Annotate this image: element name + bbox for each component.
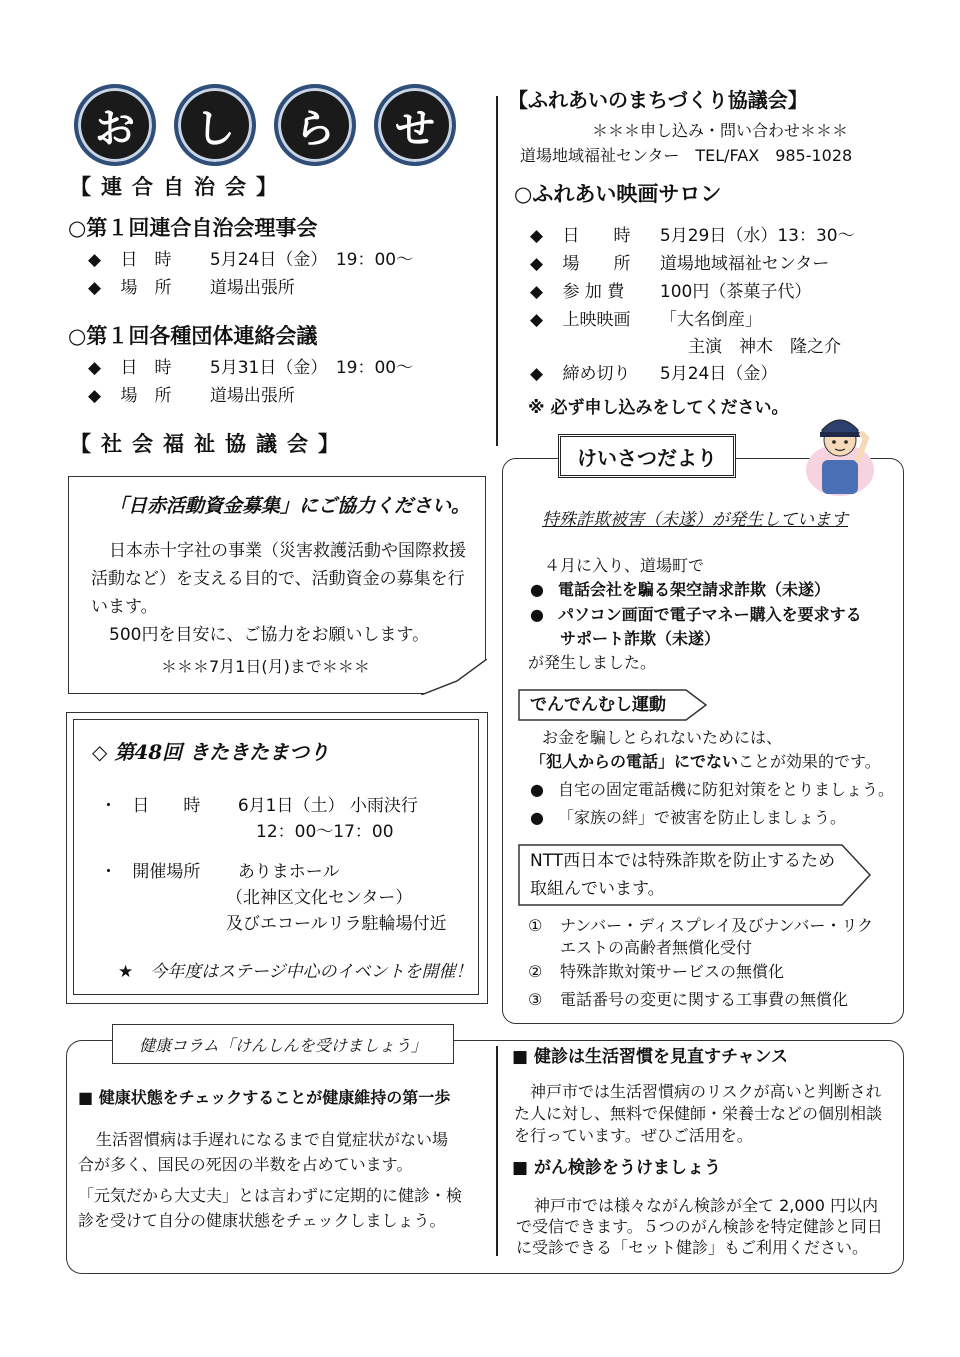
row-label: 締め切り [562, 364, 631, 384]
matsuri-box-inner [73, 719, 479, 995]
ntt-item-num: ① [528, 916, 543, 935]
ntt-tag-line1: NTT西日本では特殊詐欺を防止するため [530, 851, 836, 871]
keisatsu-bullet-cont: サポート詐欺（未遂） [560, 629, 721, 648]
fureai-row [530, 282, 811, 302]
tip-text: 自宅の固定電話機に防犯対策をとりましょう。 [557, 780, 894, 799]
ntt-item-num: ③ [528, 990, 543, 1009]
fureai-header: 【ふれあいのまちづくり協議会】 [508, 88, 808, 112]
keisatsu-bullet [530, 605, 862, 624]
row-value: 道場出張所 [209, 386, 295, 406]
bullet-dot-icon: ● [530, 780, 544, 799]
kenko-right-line: た人に対し、無料で保健師・栄養士などの個別相談 [514, 1104, 883, 1123]
bullet-text: パソコン画面で電子マネー購入を要求する [557, 605, 862, 624]
row-label: 開催場所 [132, 862, 201, 882]
nisseki-deadline: ＊＊＊7月1日(月)まで＊＊＊ [161, 657, 370, 676]
row-value: 道場出張所 [209, 278, 295, 298]
title-char: お [95, 105, 135, 152]
nisseki-line: 日本赤十字社の事業（災害救護活動や国際救援 [109, 541, 466, 561]
row-label: 日 時 [120, 250, 172, 270]
ntt-item-num: ② [528, 962, 543, 981]
ntt-item-text: 特殊詐欺対策サービスの無償化 [560, 962, 785, 981]
matsuri-place-sub: （北神区文化センター） [226, 888, 413, 908]
kenko-left-line: 「元気だから大丈夫」とは言わずに定期的に健診・検 [78, 1186, 463, 1205]
fureai-note: ※ 必ず申し込みをしてください。 [528, 398, 789, 418]
matsuri-title: ◇ 第48回 きたきたまつり [92, 740, 330, 764]
kenko-divider [496, 1046, 498, 1256]
bullet-dot-icon: ● [530, 580, 544, 599]
fureai-cast: 主演 神木 隆之介 [688, 337, 841, 357]
bullet-icon: ◆ [88, 386, 102, 406]
row-value: 「大名倒産」 [659, 310, 762, 330]
row-value: 道場地域福祉センター [659, 254, 830, 274]
keisatsu-line2-rest: ことが効果的です。 [738, 752, 881, 771]
keisatsu-bullet [530, 580, 830, 599]
title-char: ら [295, 105, 335, 152]
ntt-item [528, 962, 784, 981]
meeting2-row [88, 386, 295, 406]
kenko-left-line: 生活習慣病は手遅れになるまで自覚症状がない場 [96, 1130, 449, 1149]
nisseki-line: 活動など）を支える目的で、活動資金の募集を行 [91, 569, 465, 589]
keisatsu-tag: けいさつだより [558, 434, 736, 478]
keisatsu-tip [530, 780, 894, 799]
bullet-icon: ◆ [88, 358, 102, 378]
title-char: し [195, 105, 235, 152]
meeting1-row [88, 250, 413, 270]
kenko-right-line: 神戸市では生活習慣病のリスクが高いと判断され [530, 1082, 882, 1101]
kenko-left-line: 合が多く、国民の死因の半数を占めています。 [78, 1155, 413, 1174]
fureai-contact: 道場地域福祉センター TEL/FAX 985-1028 [520, 146, 853, 165]
meeting2-row [88, 358, 413, 378]
row-value: 5月24日（金） 19：00～ [209, 250, 414, 270]
bullet-dot-icon: ● [530, 605, 544, 624]
police-officer-icon [804, 404, 876, 496]
dendenmushi-tag: でんでんむし運動 [530, 695, 666, 715]
bullet-icon: ◆ [530, 226, 544, 246]
ntt-item-text: 電話番号の変更に関する工事費の無償化 [560, 990, 849, 1009]
title-circle-1 [74, 84, 156, 166]
row-label: 場 所 [562, 254, 631, 274]
row-label: 日 時 [120, 358, 172, 378]
row-label: 場 所 [120, 386, 172, 406]
fureai-row [530, 310, 762, 330]
bullet-text: 電話会社を騙る架空請求詐欺（未遂） [557, 580, 830, 599]
title-circle-4 [374, 84, 456, 166]
kenko-tag: 健康コラム「けんしんを受けましょう」 [112, 1024, 454, 1064]
meeting1-row [88, 278, 295, 298]
ntt-item [528, 990, 848, 1009]
ntt-item [528, 938, 752, 957]
fureai-contact-title: ＊＊＊申し込み・問い合わせ＊＊＊ [592, 121, 849, 140]
bullet-icon: ・ [100, 862, 117, 882]
matsuri-note: ★ 今年度はステージ中心のイベントを開催！ [118, 962, 473, 982]
title-circle-2 [174, 84, 256, 166]
row-value: 100円（茶菓子代） [659, 282, 812, 302]
ntt-tag-line2: 取組んでいます。 [530, 879, 665, 899]
bullet-icon: ◆ [88, 278, 102, 298]
matsuri-place-row [100, 862, 339, 882]
bullet-dot-icon: ● [530, 808, 544, 827]
row-label: 日 時 [132, 796, 201, 816]
nisseki-line: います。 [91, 597, 158, 617]
keisatsu-subtitle: 特殊詐欺被害（未遂）が発生しています [542, 510, 848, 530]
title-char: せ [395, 105, 435, 152]
row-value: 5月31日（金） 19：00～ [209, 358, 414, 378]
kenko-right-heading2: ■ がん検診をうけましょう [512, 1158, 721, 1178]
keisatsu-tip [530, 808, 846, 827]
tip-text: 「家族の絆」で被害を防止しましょう。 [557, 808, 846, 827]
keisatsu-occurred: が発生しました。 [528, 653, 657, 672]
nisseki-title: 「日赤活動資金募集」にご協力ください。 [109, 495, 471, 517]
kenko-left-heading: ■ 健康状態をチェックすることが健康維持の第一歩 [78, 1088, 451, 1107]
kenko-right-heading1: ■ 健診は生活習慣を見直すチャンス [512, 1047, 788, 1067]
row-label: 日 時 [562, 226, 631, 246]
kenko-left-line: 診を受けて自分の健康状態をチェックしましょう。 [78, 1211, 446, 1230]
row-value: 5月29日（水）13：30～ [659, 226, 855, 246]
kenko-right-line: を行っています。ぜひご活用を。 [514, 1126, 753, 1145]
ntt-item-text: エストの高齢者無償化受付 [560, 938, 753, 957]
row-label: 場 所 [120, 278, 172, 298]
kenko-right-line: で受信できます。５つのがん検診を特定健診と同日 [516, 1217, 883, 1236]
fureai-event-title: ○ふれあい映画サロン [514, 182, 722, 206]
bullet-icon: ・ [100, 796, 117, 816]
bullet-icon: ◆ [530, 254, 544, 274]
matsuri-date-row [100, 796, 418, 816]
row-value: 6月1日（土） 小雨決行 [237, 796, 418, 816]
title-circle-3 [274, 84, 356, 166]
row-label: 上映映画 [562, 310, 631, 330]
row-value: 5月24日（金） [659, 364, 778, 384]
row-value: ありまホール [237, 862, 340, 882]
row-label: 参 加 費 [562, 282, 625, 302]
ntt-item [528, 916, 873, 935]
keisatsu-line1: お金を騙しとられないためには、 [542, 728, 783, 747]
keisatsu-line2-bold: 「犯人からの電話」にでない [530, 752, 739, 771]
bullet-icon: ◆ [530, 282, 544, 302]
fureai-row [530, 226, 855, 246]
fureai-deadline-row [530, 364, 777, 384]
meeting1-title: ○第１回連合自治会理事会 [68, 216, 318, 240]
nisseki-line: 500円を目安に、ご協力をお願いします。 [109, 625, 430, 645]
kenko-right-line: に受診できる「セット健診」もご利用ください。 [516, 1238, 869, 1257]
matsuri-time: 12：00～17：00 [256, 822, 394, 842]
matsuri-box-outer [66, 712, 488, 1004]
ntt-item-text: ナンバー・ディスプレイ及びナンバー・リク [560, 916, 874, 935]
shakai-header: 【社会福祉協議会】 [70, 432, 349, 456]
kenko-right-line: 神戸市では様々ながん検診が全て 2,000 円以内 [534, 1196, 878, 1215]
meeting2-title: ○第１回各種団体連絡会議 [68, 324, 318, 348]
keisatsu-line2 [530, 752, 881, 771]
keisatsu-intro: ４月に入り、道場町で [544, 556, 705, 575]
nisseki-box [68, 476, 486, 694]
rengo-header: 【連合自治会】 [70, 175, 287, 199]
matsuri-place-sub: 及びエコールリラ駐輪場付近 [226, 914, 447, 934]
bullet-icon: ◆ [530, 310, 544, 330]
bullet-icon: ◆ [530, 364, 544, 384]
folded-corner-icon [421, 659, 487, 695]
fureai-row [530, 254, 829, 274]
column-divider [496, 96, 498, 446]
bullet-icon: ◆ [88, 250, 102, 270]
